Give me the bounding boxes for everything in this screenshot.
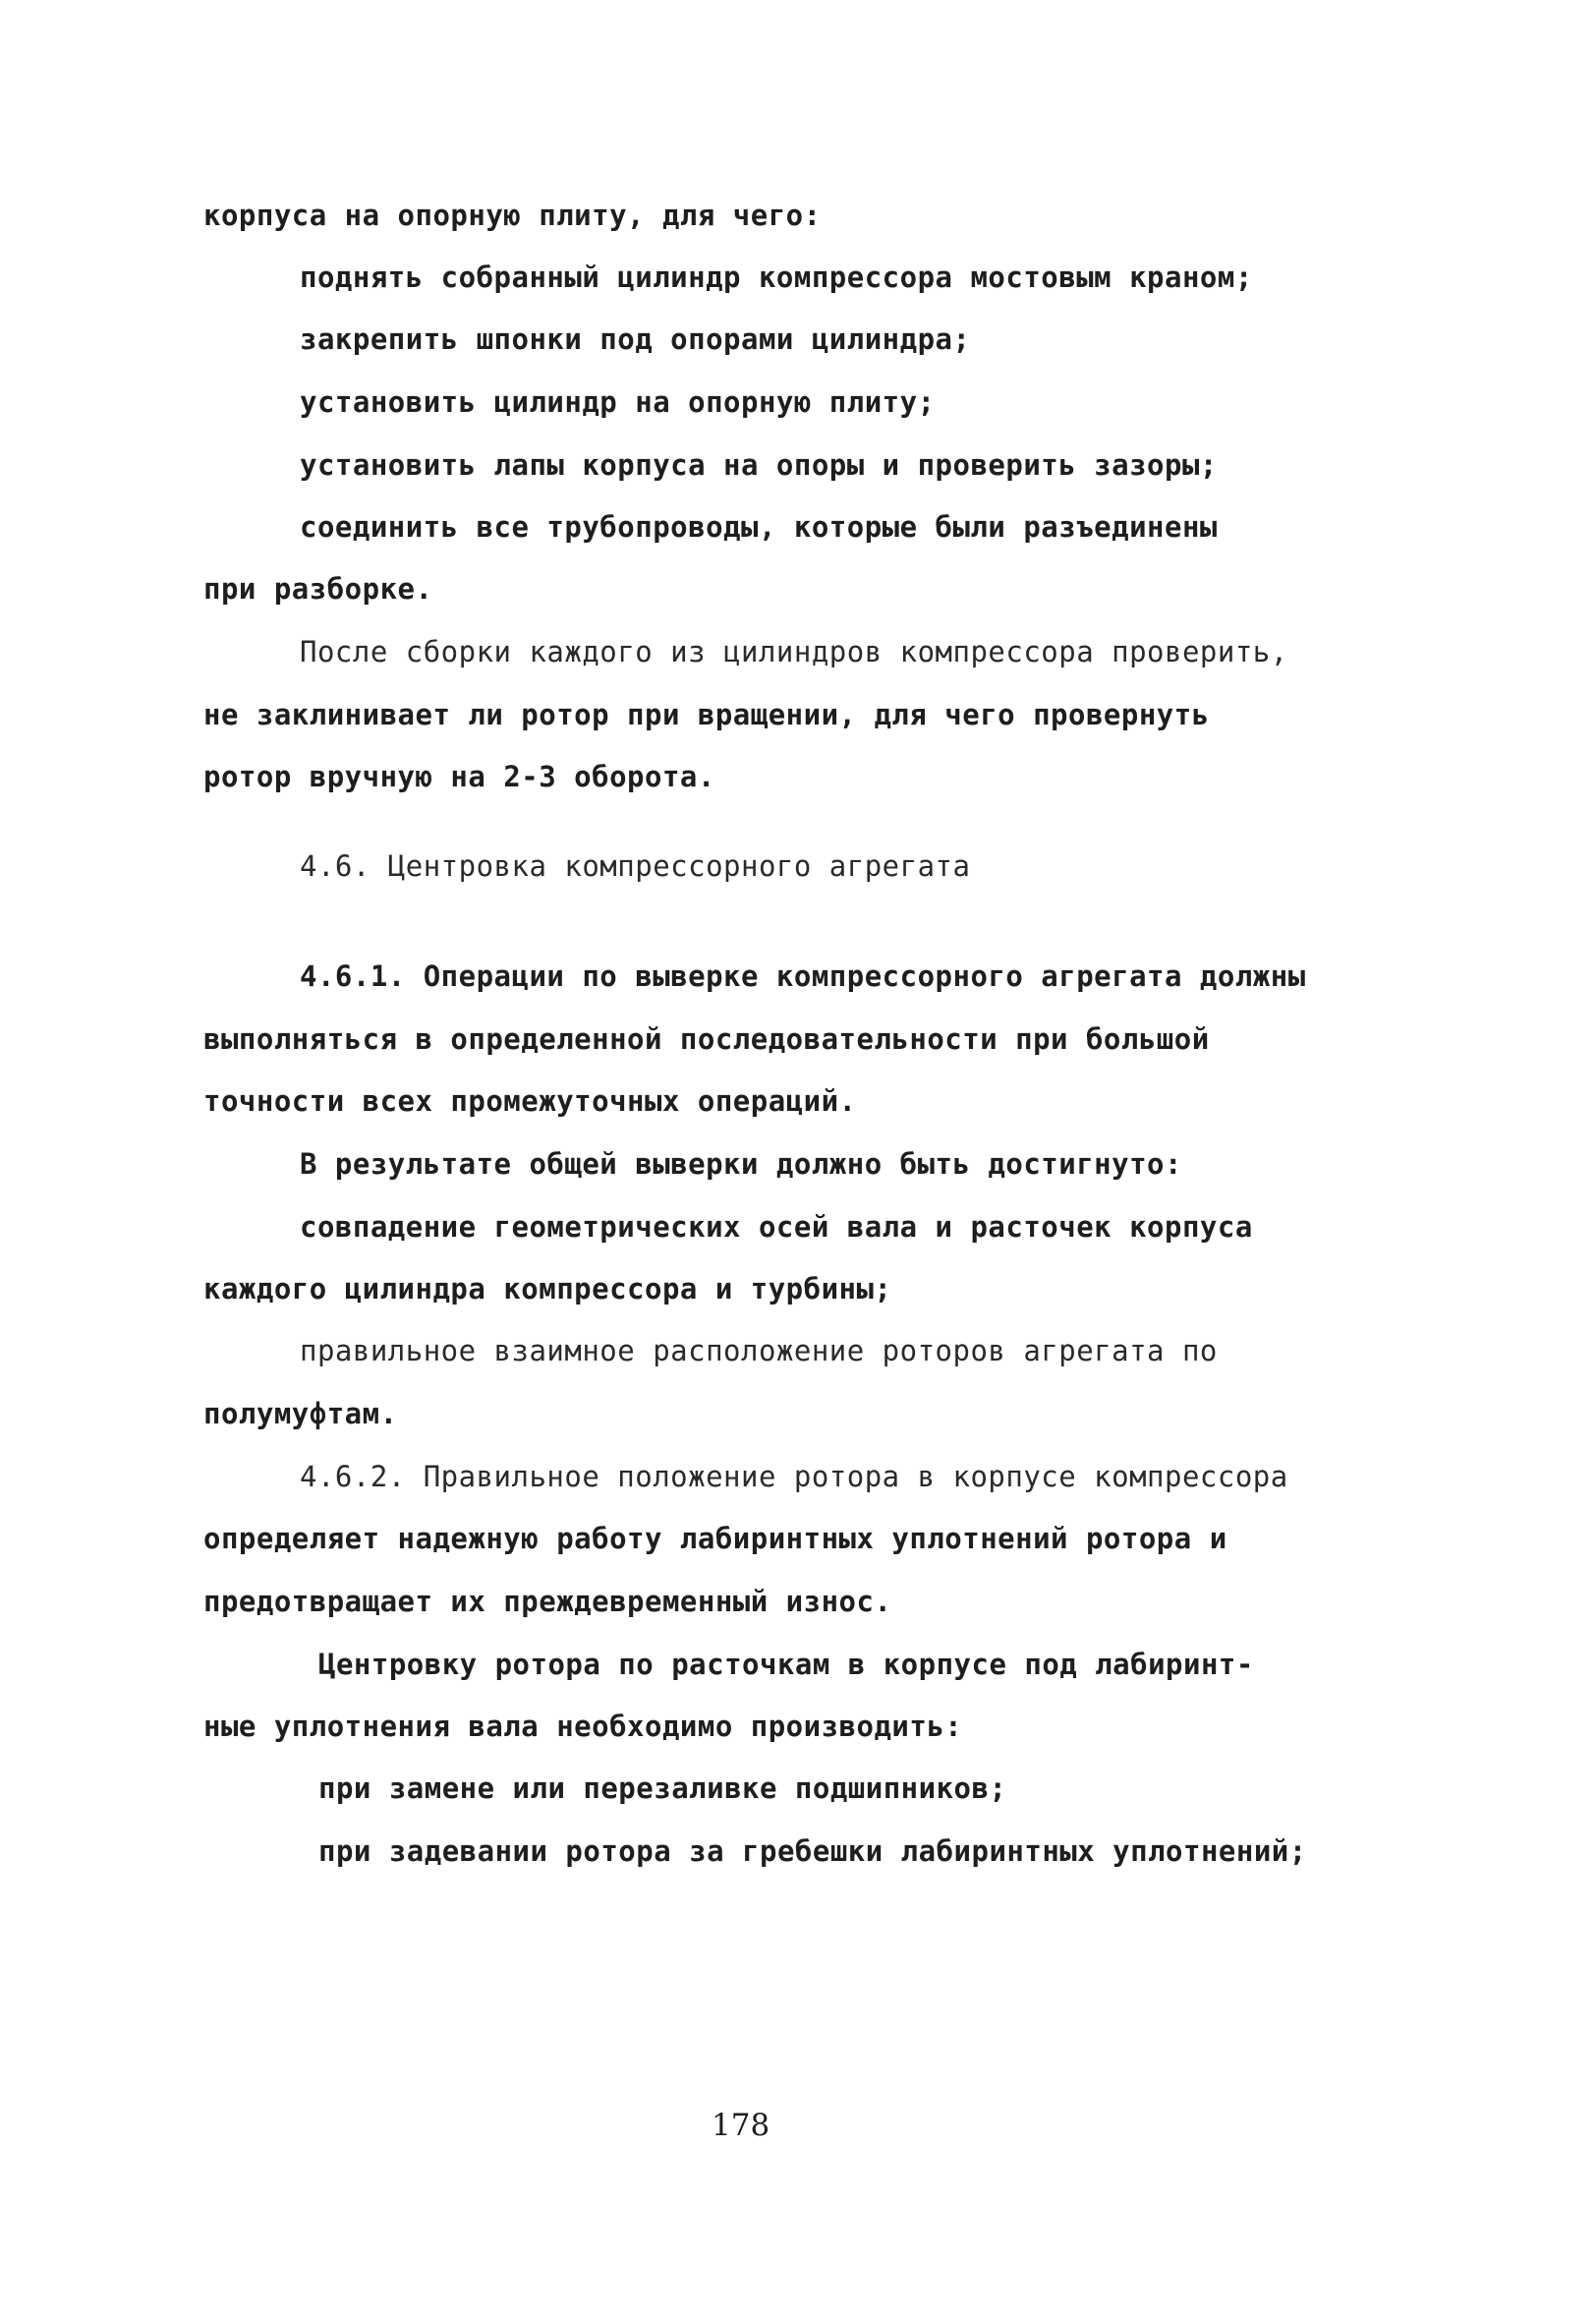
text-line-23: Центровку ротора по расточкам в корпусе под лабиринт- (318, 1648, 1254, 1681)
text-line-22: предотвращает их преждевременный износ. (203, 1585, 892, 1618)
page-number: 178 (712, 2108, 770, 2143)
text-line-15: В результате общей выверки должно быть достигнуто: (300, 1147, 1182, 1181)
text-line-13: выполняться в определенной последовательности при большой (203, 1022, 1210, 1056)
text-line-4: установить цилиндр на опорную плиту; (300, 385, 936, 419)
text-line-7: при разборке. (203, 572, 433, 606)
text-line-18: правильное взаимное расположение роторов агрегата по (300, 1334, 1218, 1367)
text-line-14: точности всех промежуточных операций. (203, 1084, 857, 1118)
text-line-6: соединить все трубопроводы, которые были разъединены (300, 510, 1218, 544)
text-line-1: корпуса на опорную плиту, для чего: (203, 199, 822, 232)
section-heading: 4.6. Центровка компрессорного агрегата (300, 849, 971, 883)
text-line-8: После сборки каждого из цилиндров компрессора проверить, (300, 635, 1288, 668)
text-line-17: каждого цилиндра компрессора и турбины; (203, 1272, 892, 1306)
text-line-24: ные уплотнения вала необходимо производить: (203, 1710, 963, 1743)
text-line-10: ротор вручную на 2-3 оборота. (203, 760, 715, 793)
text-line-19: полумуфтам. (203, 1397, 398, 1430)
text-line-26: при задевании ротора за гребешки лабиринтных уплотнений; (318, 1834, 1307, 1868)
text-line-16: совпадение геометрических осей вала и расточек корпуса (300, 1210, 1253, 1244)
text-line-5: установить лапы корпуса на опоры и проверить зазоры; (300, 448, 1218, 482)
text-line-12: 4.6.1. Операции по выверке компрессорного агрегата должны (300, 959, 1306, 993)
text-line-25: при замене или перезаливке подшипников; (318, 1771, 1007, 1805)
text-line-21: определяет надежную работу лабиринтных уплотнений ротора и (203, 1522, 1227, 1555)
text-line-20: 4.6.2. Правильное положение ротора в корпусе компрессора (300, 1460, 1288, 1493)
text-line-3: закрепить шпонки под опорами цилиндра; (300, 322, 971, 356)
text-line-9: не заклинивает ли ротор при вращении, для чего провернуть (203, 698, 1210, 731)
text-line-2: поднять собранный цилиндр компрессора мостовым краном; (300, 261, 1253, 294)
